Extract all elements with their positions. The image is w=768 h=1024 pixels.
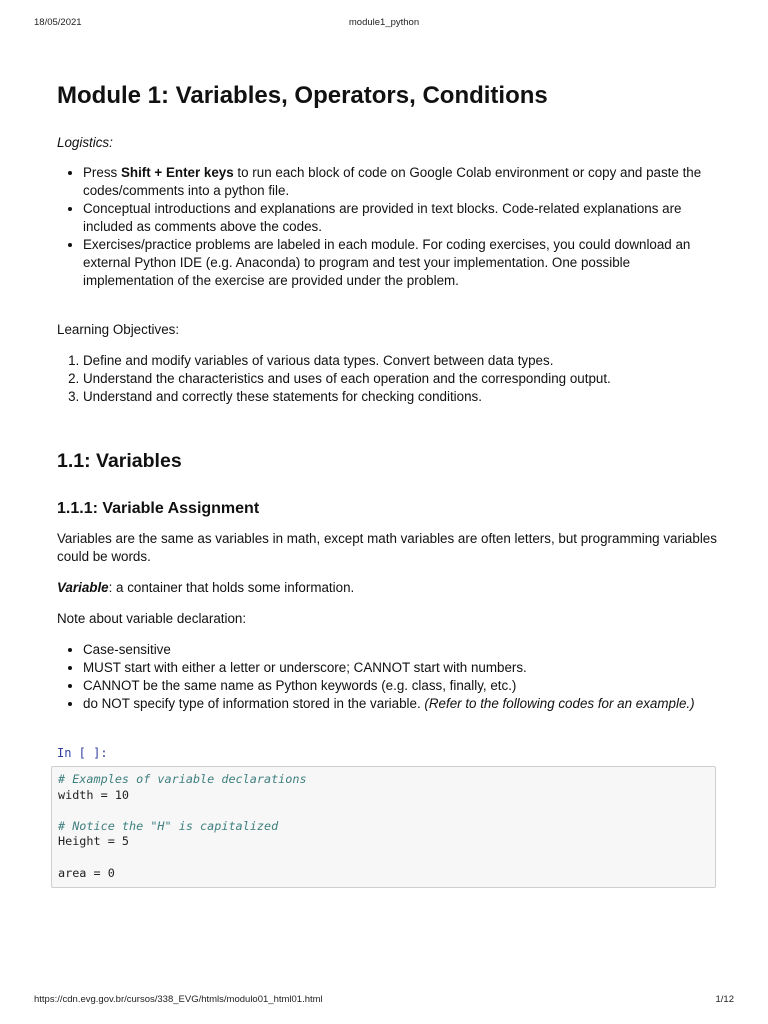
code-line: area = 0 <box>58 865 115 880</box>
logistics-list <box>57 164 719 290</box>
notebook-content <box>57 80 719 888</box>
logistics-item-keys: Shift + Enter keys <box>120 165 234 180</box>
logistics-label: Logistics: <box>57 135 113 150</box>
objective-item: 3. Understand and correctly these statements for checking conditions. <box>83 388 719 406</box>
code-line: width = 10 <box>58 787 130 802</box>
declaration-note: • CANNOT be the same name as Python keywords (e.g. class, finally, etc.) <box>83 677 719 695</box>
variables-intro: Variables are the same as variables in math, except math variables are often letters, but programming variables could be words. <box>57 531 717 564</box>
definition-term: Variable <box>57 580 109 595</box>
declaration-note <box>83 695 719 713</box>
cell-input-prompt: In [ ]: <box>57 746 108 760</box>
objectives-list <box>57 352 719 406</box>
declaration-note-label: Note about variable declaration: <box>57 611 247 626</box>
print-date: 18/05/2021 <box>34 17 82 28</box>
code-cell[interactable] <box>51 766 716 888</box>
declaration-note: • Case-sensitive <box>83 641 719 659</box>
source-url: https://cdn.evg.gov.br/cursos/338_EVG/htmls/modulo01_html01.html <box>34 994 323 1005</box>
code-blank-line <box>58 850 709 866</box>
code-line: Height = 5 <box>58 834 130 849</box>
logistics-item-suffix: to run each block of code on Google Colab environment or copy and paste the codes/comments into a python file. <box>83 165 702 198</box>
page-title: Module 1: Variables, Operators, Conditions <box>57 82 548 109</box>
objective-item: 1. Define and modify variables of various data types. Convert between data types. <box>83 352 719 370</box>
objective-item: 2. Understand the characteristics and uses of each operation and the corresponding output. <box>83 370 719 388</box>
declaration-note-reference: (Refer to the following codes for an example.) <box>424 696 695 711</box>
definition-text: : a container that holds some information. <box>108 580 355 595</box>
declaration-notes-list <box>57 641 719 713</box>
print-header <box>34 17 734 31</box>
declaration-note: • MUST start with either a letter or underscore; CANNOT start with numbers. <box>83 659 719 677</box>
section-heading: 1.1: Variables <box>57 450 182 472</box>
print-footer <box>34 994 734 1008</box>
print-document-title: module1_python <box>348 17 420 28</box>
logistics-item: • Conceptual introductions and explanations are provided in text blocks. Code-related explanations are included as comments above the codes. <box>83 200 719 236</box>
code-comment-line: # Notice the "H" is capitalized <box>58 818 279 833</box>
logistics-item <box>83 164 719 200</box>
code-blank-line <box>58 803 709 819</box>
code-comment-line: # Examples of variable declarations <box>58 772 307 786</box>
page-number: 1/12 <box>715 994 734 1005</box>
logistics-item: • Exercises/practice problems are labeled in each module. For coding exercises, you could download an external Python IDE (e.g. Anaconda) to program and test your implementation. One possible implementation of the exercise are provided under the problem. <box>83 236 719 290</box>
logistics-item-prefix: Press <box>83 165 121 180</box>
subsection-heading: 1.1.1: Variable Assignment <box>57 500 260 517</box>
objectives-label: Learning Objectives: <box>57 322 180 337</box>
declaration-note-text: do NOT specify type of information stored in the variable. <box>83 696 425 711</box>
variable-definition <box>57 579 719 597</box>
